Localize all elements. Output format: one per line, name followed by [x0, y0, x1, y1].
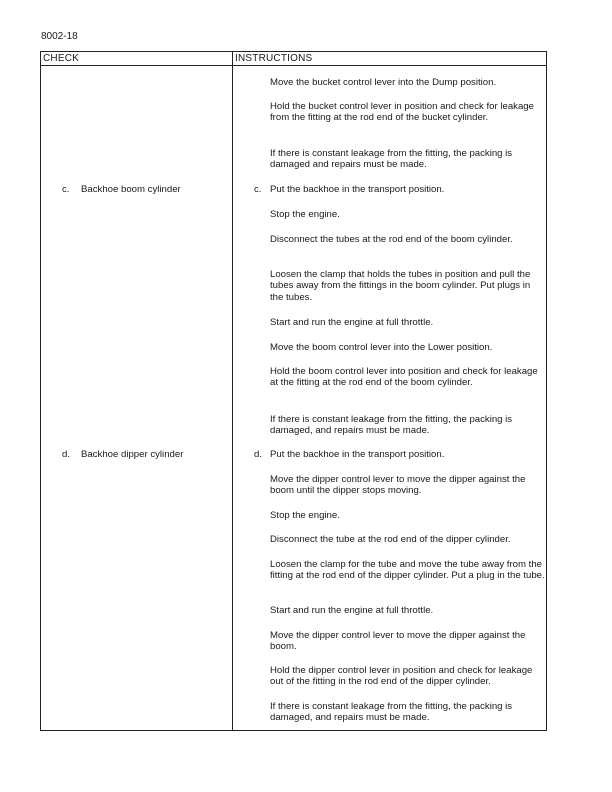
- check-column-header: CHECK: [43, 53, 80, 64]
- instruction-step: Stop the engine.: [270, 209, 340, 220]
- instruction-step: Hold the dipper control lever in position and check for leakage out of the fitting in the rod end of the dipper cylinder.: [270, 665, 533, 688]
- check-letter: d.: [62, 449, 71, 460]
- check-item-dipper-cylinder: [62, 449, 183, 460]
- instruction-step: Loosen the clamp for the tube and move the tube away from the fitting at the rod end of the dipper cylinder. Put a plug in the tube.: [270, 559, 545, 582]
- instructions-column-header: INSTRUCTIONS: [235, 53, 313, 64]
- instruction-step: Move the dipper control lever to move the dipper against the boom until the dipper stops moving.: [270, 474, 526, 497]
- instruction-step: Start and run the engine at full throttle.: [270, 317, 434, 328]
- instruction-step: Loosen the clamp that holds the tubes in position and pull the tubes away from the fittings in the boom cylinder. Put plugs in the tubes.: [270, 269, 531, 303]
- instruction-letter: c.: [254, 184, 262, 195]
- column-divider: [232, 52, 233, 730]
- check-letter: c.: [62, 184, 70, 195]
- instruction-letter: d.: [254, 449, 263, 460]
- instruction-step: Disconnect the tubes at the rod end of the boom cylinder.: [270, 234, 513, 245]
- check-label: Backhoe boom cylinder: [81, 184, 181, 195]
- instruction-step: If there is constant leakage from the fitting, the packing is damaged and repairs must be made.: [270, 148, 513, 171]
- instruction-step: Put the backhoe in the transport position.: [270, 184, 445, 195]
- instruction-step: Move the bucket control lever into the Dump position.: [270, 77, 497, 88]
- instruction-step: Stop the engine.: [270, 510, 340, 521]
- check-instructions-table: [40, 51, 547, 731]
- header-divider: [41, 65, 546, 66]
- instruction-step: Put the backhoe in the transport position.: [270, 449, 445, 460]
- check-item-boom-cylinder: [62, 184, 181, 195]
- check-label: Backhoe dipper cylinder: [81, 449, 184, 460]
- instruction-step: Move the boom control lever into the Lower position.: [270, 342, 493, 353]
- instruction-step: If there is constant leakage from the fitting, the packing is damaged, and repairs must be made.: [270, 414, 513, 437]
- instruction-step: Disconnect the tube at the rod end of the dipper cylinder.: [270, 534, 511, 545]
- instruction-step: Move the dipper control lever to move the dipper against the boom.: [270, 630, 526, 653]
- instruction-step: Start and run the engine at full throttle.: [270, 605, 434, 616]
- instruction-step: Hold the bucket control lever in position and check for leakage from the fitting at the rod end of the bucket cylinder.: [270, 101, 534, 124]
- instruction-step: If there is constant leakage from the fitting, the packing is damaged, and repairs must be made.: [270, 701, 513, 724]
- instruction-step: Hold the boom control lever into position and check for leakage at the fitting at the rod end of the boom cylinder.: [270, 366, 538, 389]
- page-number: 8002-18: [41, 31, 78, 42]
